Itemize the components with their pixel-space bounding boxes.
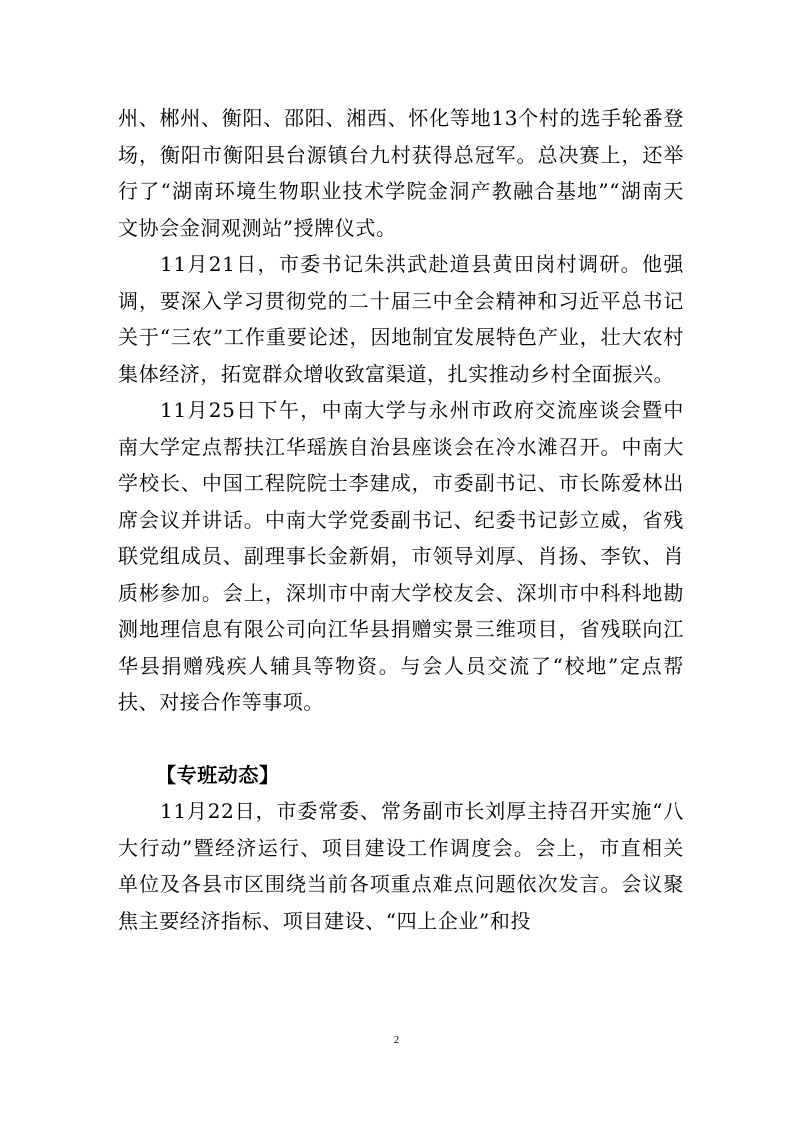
paragraph-continuation: 州、郴州、衡阳、邵阳、湘西、怀化等地13个村的选手轮番登场，衡阳市衡阳县台源镇台九村获得总冠军。总决赛上，还举行了“湖南环境生物职业技术学院金洞产教融合基地”“湖南天文协会金洞观测站”授牌仪式。 [118, 106, 684, 240]
document-body [118, 100, 684, 939]
paragraph-nov22: 11月22日，市委常委、常务副市长刘厚主持召开实施“八大行动”暨经济运行、项目建设工作调度会。会上，市直相关单位及各县市区围绕当前各项重点难点问题依次发言。会议聚焦主要经济指标、项目建设、“四上企业”和投 [118, 799, 684, 933]
paragraph-nov21: 11月21日，市委书记朱洪武赴道县黄田岗村调研。他强调，要深入学习贯彻党的二十届三中全会精神和习近平总书记关于“三农”工作重要论述，因地制宜发展特色产业，壮大农村集体经济，拓宽群众增收致富渠道，扎实推动乡村全面振兴。 [118, 252, 684, 386]
page-number: 2 [393, 1034, 400, 1046]
paragraph-nov25: 11月25日下午，中南大学与永州市政府交流座谈会暨中南大学定点帮扶江华瑶族自治县座谈会在冷水滩召开。中南大学校长、中国工程院院士李建成，市委副书记、市长陈爱林出席会议并讲话。中南大学党委副书记、纪委书记彭立威，省残联党组成员、副理事长金新娟，市领导刘厚、肖扬、李钦、肖质彬参加。会上，深圳市中南大学校友会、深圳市中科科地勘测地理信息有限公司向江华县捐赠实景三维项目，省残联向江华县捐赠残疾人辅具等物资。与会人员交流了“校地”定点帮扶、对接合作等事项。 [118, 398, 684, 714]
section-heading: 【专班动态】 [156, 762, 280, 787]
